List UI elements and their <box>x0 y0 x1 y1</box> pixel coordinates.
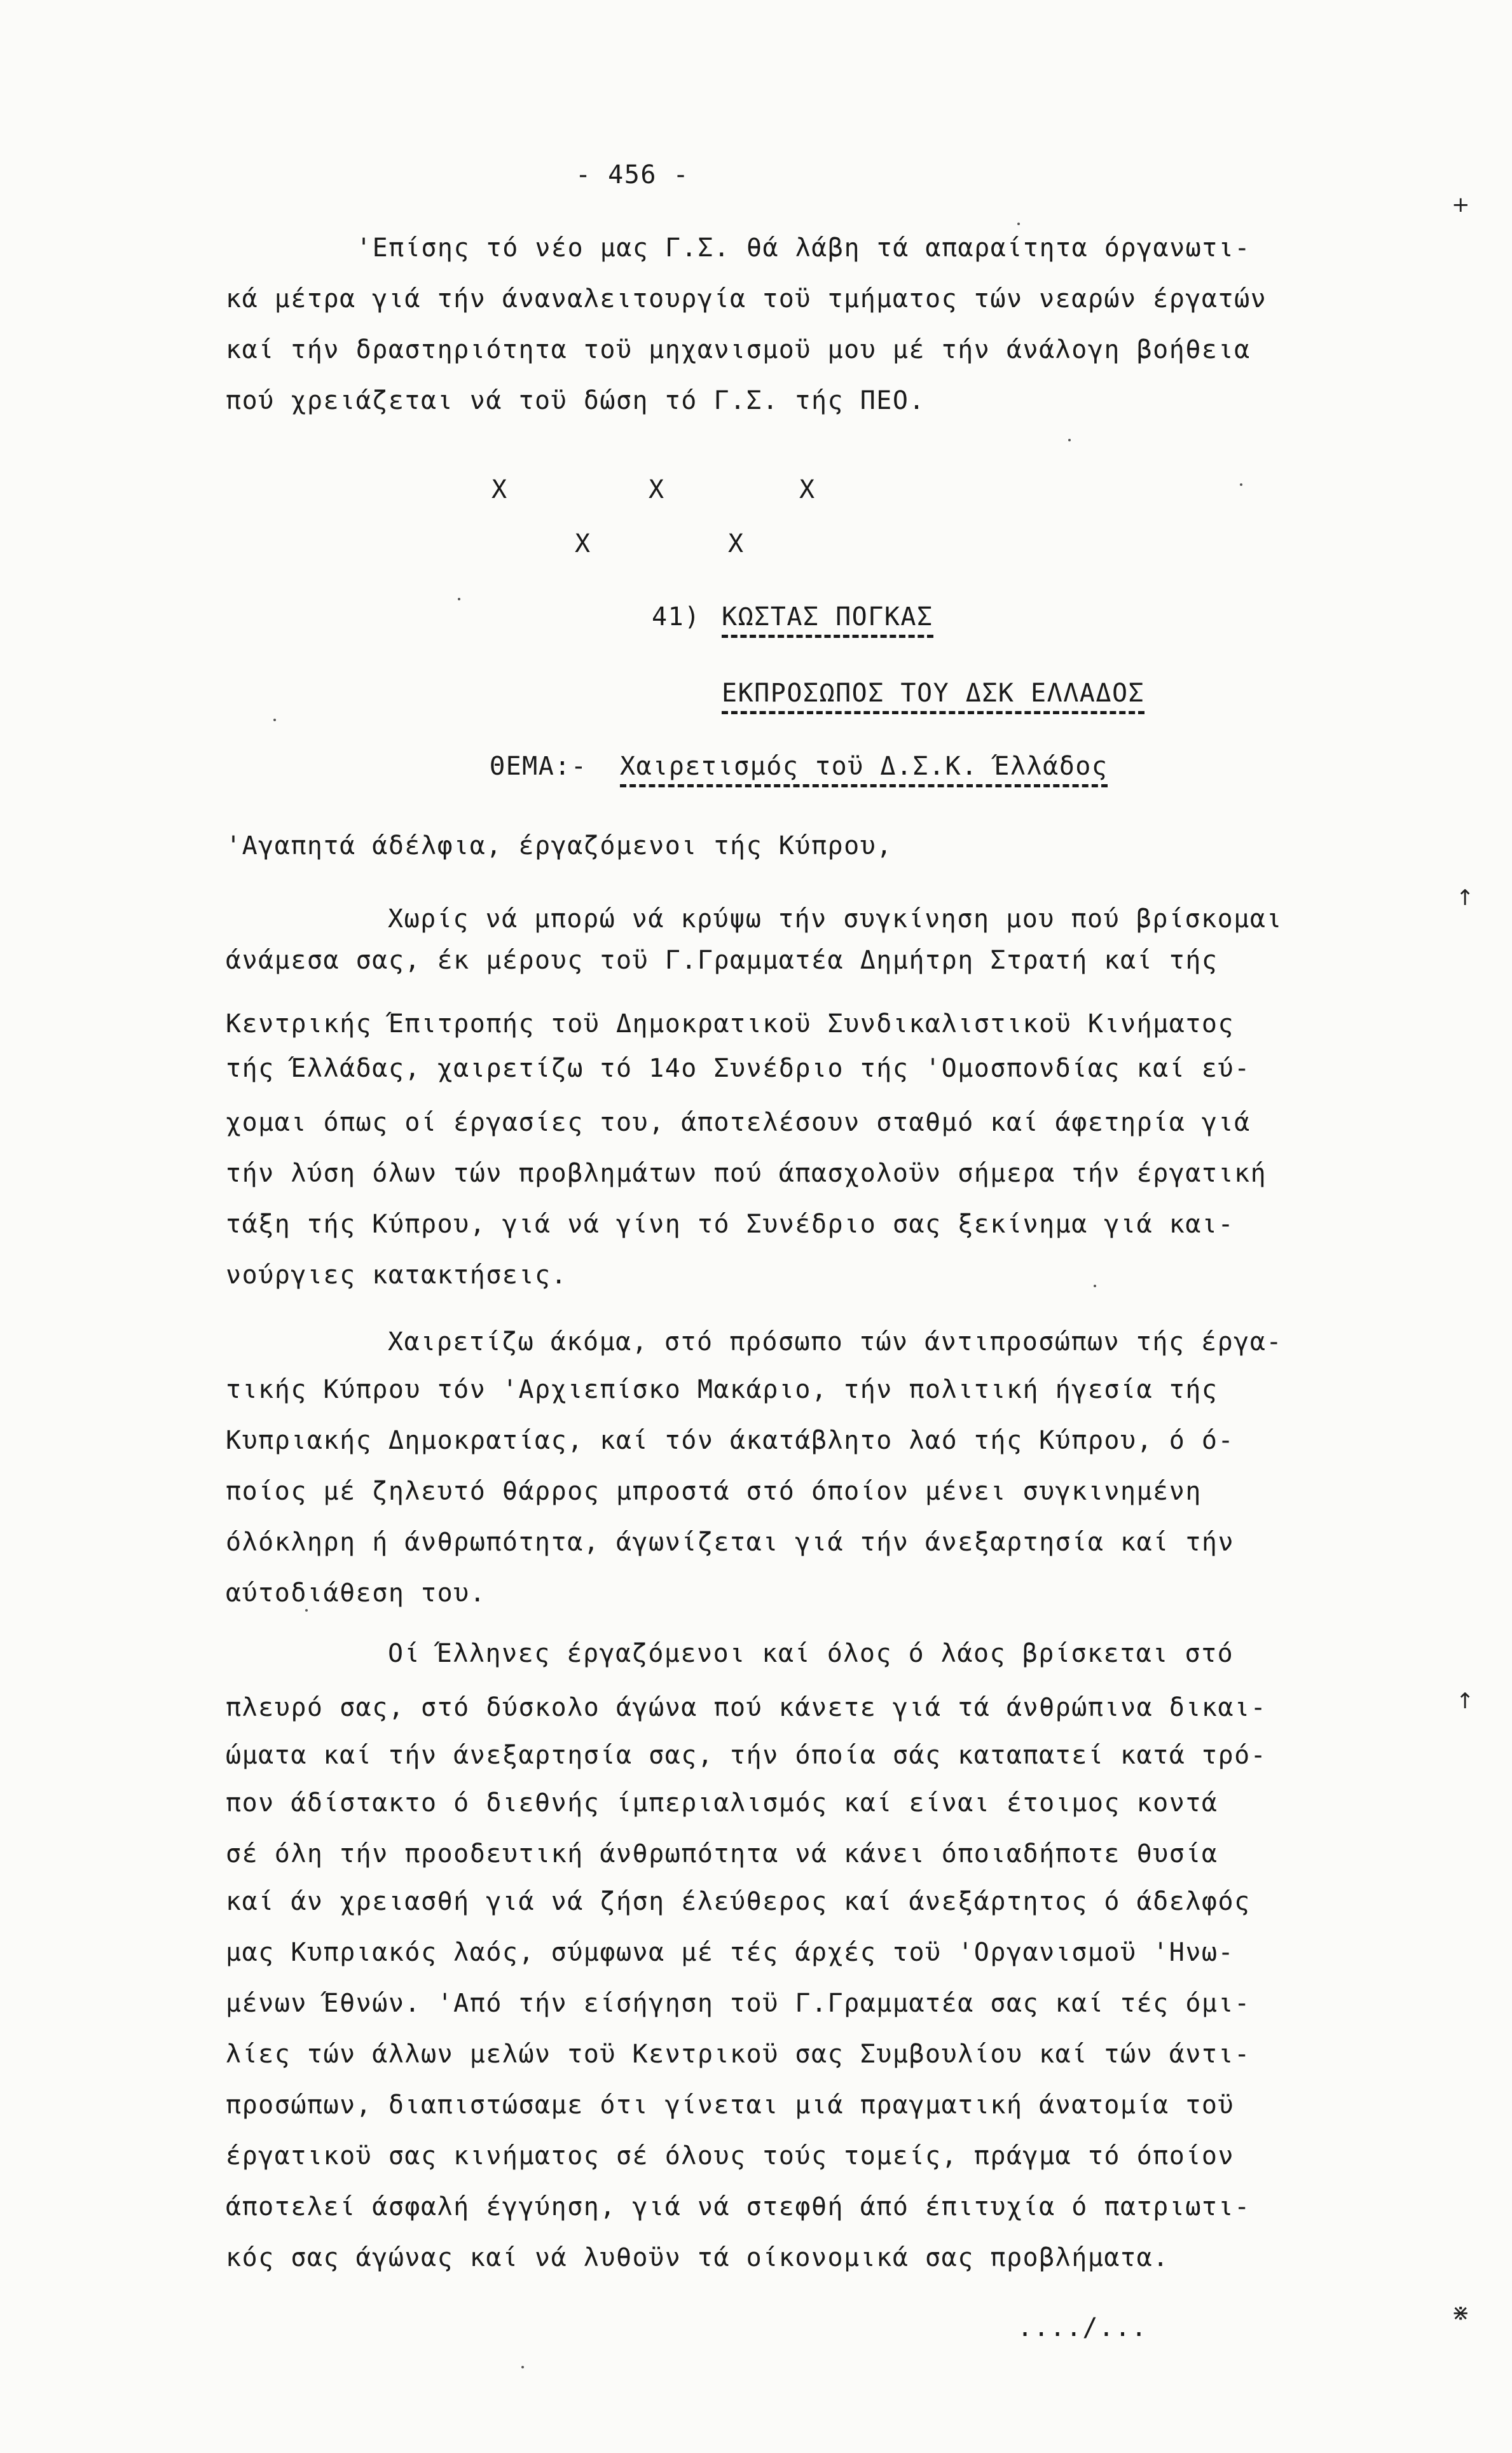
body-line: άποτελεί άσφαλή έγγύηση, γιά νά στεφθή άπό έπιτυχία ό πατριωτι- <box>226 2192 1251 2222</box>
body-line: χομαι όπως οί έργασίες του, άποτελέσουν σταθμό καί άφετηρία γιά <box>226 1108 1251 1137</box>
body-line: μένων Έθνών. 'Από τήν είσήγηση τοϋ Γ.Γραμματέα σας καί τές όμι- <box>226 1989 1251 2018</box>
body-line: ποίος μέ ζηλευτό θάρρος μπροστά στό όποίον μένει συγκινημένη <box>226 1477 1202 1506</box>
scan-speck <box>1240 483 1242 486</box>
body-line: Κυπριακής Δημοκρατίας, καί τόν άκατάβλητο λαό τής Κύπρου, ό ό- <box>226 1426 1235 1455</box>
scan-speck <box>1017 223 1020 225</box>
intro-line: καί τήν δραστηριότητα τοϋ μηχανισμοϋ μου μέ τήν άνάλογη βοήθεια <box>226 335 1251 364</box>
intro-line: πού χρειάζεται νά τοϋ δώση τό Γ.Σ. τής ΠΕΟ. <box>226 386 926 415</box>
body-line: νούργιες κατακτήσεις. <box>226 1261 568 1290</box>
intro-line: κά μέτρα γιά τήν άναναλειτουργία τοϋ τμήματος τών νεαρών έργατών <box>226 284 1267 314</box>
body-line: τής Έλλάδας, χαιρετίζω τό 14ο Συνέδριο τής 'Ομοσπονδίας καί εύ- <box>226 1054 1251 1083</box>
body-line: πλευρό σας, στό δύσκολο άγώνα πού κάνετε γιά τά άνθρώπινα δικαι- <box>226 1693 1267 1722</box>
body-line: σέ όλη τήν προοδευτική άνθρωπότητα νά κάνει όποιαδήποτε θυσία <box>226 1839 1218 1869</box>
body-line: όλόκληρη ή άνθρωπότητα, άγωνίζεται γιά τήν άνεξαρτησία καί τήν <box>226 1528 1235 1557</box>
body-line: τικής Κύπρου τόν 'Αρχιεπίσκο Μακάριο, τήν πολιτική ήγεσία τής <box>226 1375 1218 1404</box>
scan-speck <box>1094 1285 1096 1287</box>
body-line: Χαιρετίζω άκόμα, στό πρόσωπο τών άντιπροσώπων τής έργα- <box>388 1327 1283 1357</box>
page-number: - 456 - <box>575 160 690 190</box>
body-line: έργατικοϋ σας κινήματος σέ όλους τούς τομείς, πράγμα τό όποίον <box>226 2141 1235 2171</box>
body-line: αύτοδιάθεση του. <box>226 1579 486 1608</box>
margin-mark: ↑ <box>1456 1689 1475 1714</box>
separator-mark: Χ <box>649 475 665 504</box>
scan-speck <box>305 1609 308 1612</box>
scan-speck <box>521 2366 524 2368</box>
body-line: πον άδίστακτο ό διεθνής ίμπεριαλισμός καί είναι έτοιμος κοντά <box>226 1788 1218 1818</box>
body-line: λίες τών άλλων μελών τοϋ Κεντρικοϋ σας Συμβουλίου καί τών άντι- <box>226 2040 1251 2069</box>
topic-title: Χαιρετισμός τοϋ Δ.Σ.Κ. Έλλάδος <box>620 754 1108 787</box>
body-line: προσώπων, διαπιστώσαμε ότι γίνεται μιά πραγματική άνατομία τοϋ <box>226 2090 1235 2120</box>
margin-mark: ⋇ <box>1452 2300 1471 2326</box>
scan-speck <box>458 598 460 600</box>
speaker-role: ΕΚΠΡΟΣΩΠΟΣ ΤΟΥ ΔΣΚ ΕΛΛΑΔΟΣ <box>722 681 1144 714</box>
margin-mark: + <box>1452 192 1471 218</box>
salutation: 'Αγαπητά άδέλφια, έργαζόμενοι τής Κύπρου, <box>226 831 893 860</box>
scan-speck <box>1068 439 1071 441</box>
body-line: άνάμεσα σας, έκ μέρους τοϋ Γ.Γραμματέα Δημήτρη Στρατή καί τής <box>226 946 1218 975</box>
body-line: τάξη τής Κύπρου, γιά νά γίνη τό Συνέδριο σας ξεκίνημα γιά και- <box>226 1210 1235 1239</box>
body-line: Χωρίς νά μπορώ νά κρύψω τήν συγκίνηση μου πού βρίσκομαι <box>388 904 1283 934</box>
section-number: 41) <box>652 602 701 632</box>
scan-speck <box>273 719 276 721</box>
body-line: ώματα καί τήν άνεξαρτησία σας, τήν όποία σάς καταπατεί κατά τρό- <box>226 1741 1267 1770</box>
body-line: Κεντρικής Έπιτροπής τοϋ Δημοκρατικοϋ Συνδικαλιστικοϋ Κινήματος <box>226 1009 1235 1039</box>
topic-label: ΘΕΜΑ:- <box>490 752 588 781</box>
body-line: κός σας άγώνας καί νά λυθοϋν τά οίκονομικά σας προβλήματα. <box>226 2243 1169 2272</box>
body-line: τήν λύση όλων τών προβλημάτων πού άπασχολοϋν σήμερα τήν έργατική <box>226 1159 1267 1188</box>
speaker-name: ΚΩΣΤΑΣ ΠΟΓΚΑΣ <box>722 604 933 638</box>
separator-mark: Χ <box>575 529 591 558</box>
body-line: μας Κυπριακός λαός, σύμφωνα μέ τές άρχές τοϋ 'Οργανισμοϋ 'Ηνω- <box>226 1938 1235 1967</box>
body-line: Οί Έλληνες έργαζόμενοι καί όλος ό λάος βρίσκεται στό <box>388 1639 1234 1668</box>
continuation-mark: ..../... <box>1017 2313 1148 2342</box>
intro-line: 'Επίσης τό νέο μας Γ.Σ. θά λάβη τά απαραίτητα όργανωτι- <box>356 233 1251 263</box>
margin-mark: ↑ <box>1456 885 1475 911</box>
separator-mark: Χ <box>799 475 816 504</box>
body-line: καί άν χρειασθή γιά νά ζήση έλεύθερος καί άνεξάρτητος ό άδελφός <box>226 1887 1251 1916</box>
separator-mark: Χ <box>491 475 508 504</box>
separator-mark: Χ <box>728 529 745 558</box>
